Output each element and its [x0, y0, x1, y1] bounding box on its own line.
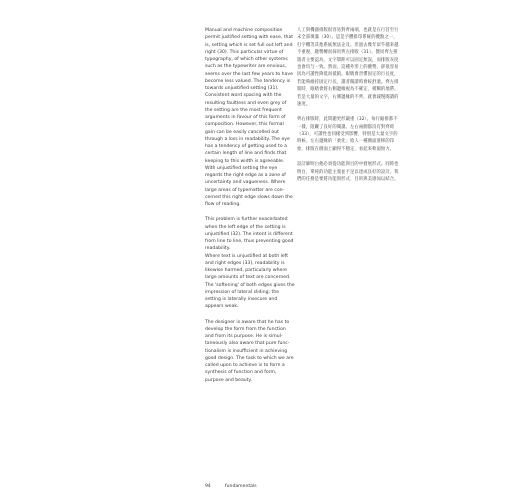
english-paragraph: This problem is further exacerbated when the left edge of the setting is unjustified (32). The intent is different from line to line, thus preventing good readability. Where text is unjustified at both left and right edges (33), readability is likewise harmed, particularly where large amounts of text are concerned. The 'softening' of both edges gives the impression of lateral sliding; the setting is laterally insecure and appears weak. [205, 217, 295, 310]
english-text-column [205, 27, 295, 392]
section-title: fundamentals [225, 484, 257, 489]
english-paragraph: Manual and machine composition permit justified setting with ease, that is, setting which is set full out left and right (30). This particular virtue of typography, of which other systems such as the typewriter are envious, seems over the last few years to have become less valued. The tendency is towards unjustified setting (31). Consistent word spacing with the resulting faultless and even grey of the setting are the most frequent arguments in favour of this form of composition. However, this formal gain can be easily cancelled out through a loss in readability. The eye has a tendency of getting used to a certain length of line and finds that keeping to this width is agreeable. With unjustified setting the eye regards the right edge as a zone of uncertainty and vagueness. Where large areas of typematter are con-cerned this right edge slows down the flow of reading. [205, 28, 294, 207]
page-number: 94 [205, 484, 211, 489]
chinese-paragraph: 齊右排版時，此問題更形嚴重（32）。每行縮排都不一樣，阻礙了良好的閱讀。左右兩側都沒有對齊時（33），可讀性也同樣受到影響，特別是大量文字的時候。左右邊緣的「柔化」給人一種側面滑移的印象，排版在側面上顯得不穩定，看起來軟弱無力。 [297, 117, 398, 152]
page-footer [205, 484, 257, 489]
chinese-text-column [297, 27, 402, 191]
english-paragraph: The designer is aware that he has to develop the form from the function and from its purpose. He is simul-taneously also aware that pure func-tionalism is insufficient in achieving good design. The task to which we are called upon to achieve is to form a synthesis of function and form, purpose and beauty. [205, 319, 294, 383]
chinese-paragraph: 設計師明白他必須從功能與目的中發展形式。同時也明白，單純的功能主義並不足以達成良好的設計。我們的任務是要將功能與形式、目的與美感加以結合。 [297, 162, 399, 183]
chinese-paragraph: 人工與機器排版很容易對齊兩端，也就是在行首至行末全部填滿（30）。這是字體排印系統的優點之一，打字機等其他系統無法企及。但過去幾年似乎越來越不重視，趨勢轉而採用齊左排版（31）。贊同齊左排版者主要認為，文字間距可以固定無誤，而排版灰度也會均勻一致。然而，這種外形上的優勢，卻很容易因為可讀性降低而抵銷。眼睛會習慣固定的行長度，若能夠維持固定行長，讀者閱讀時會較舒適。齊左排版時，眼睛會將右側邊緣視為不確定、模糊的地帶。若是大量的文字，右側邊緣的不齊，就會減慢閱讀的速度。 [297, 28, 399, 107]
